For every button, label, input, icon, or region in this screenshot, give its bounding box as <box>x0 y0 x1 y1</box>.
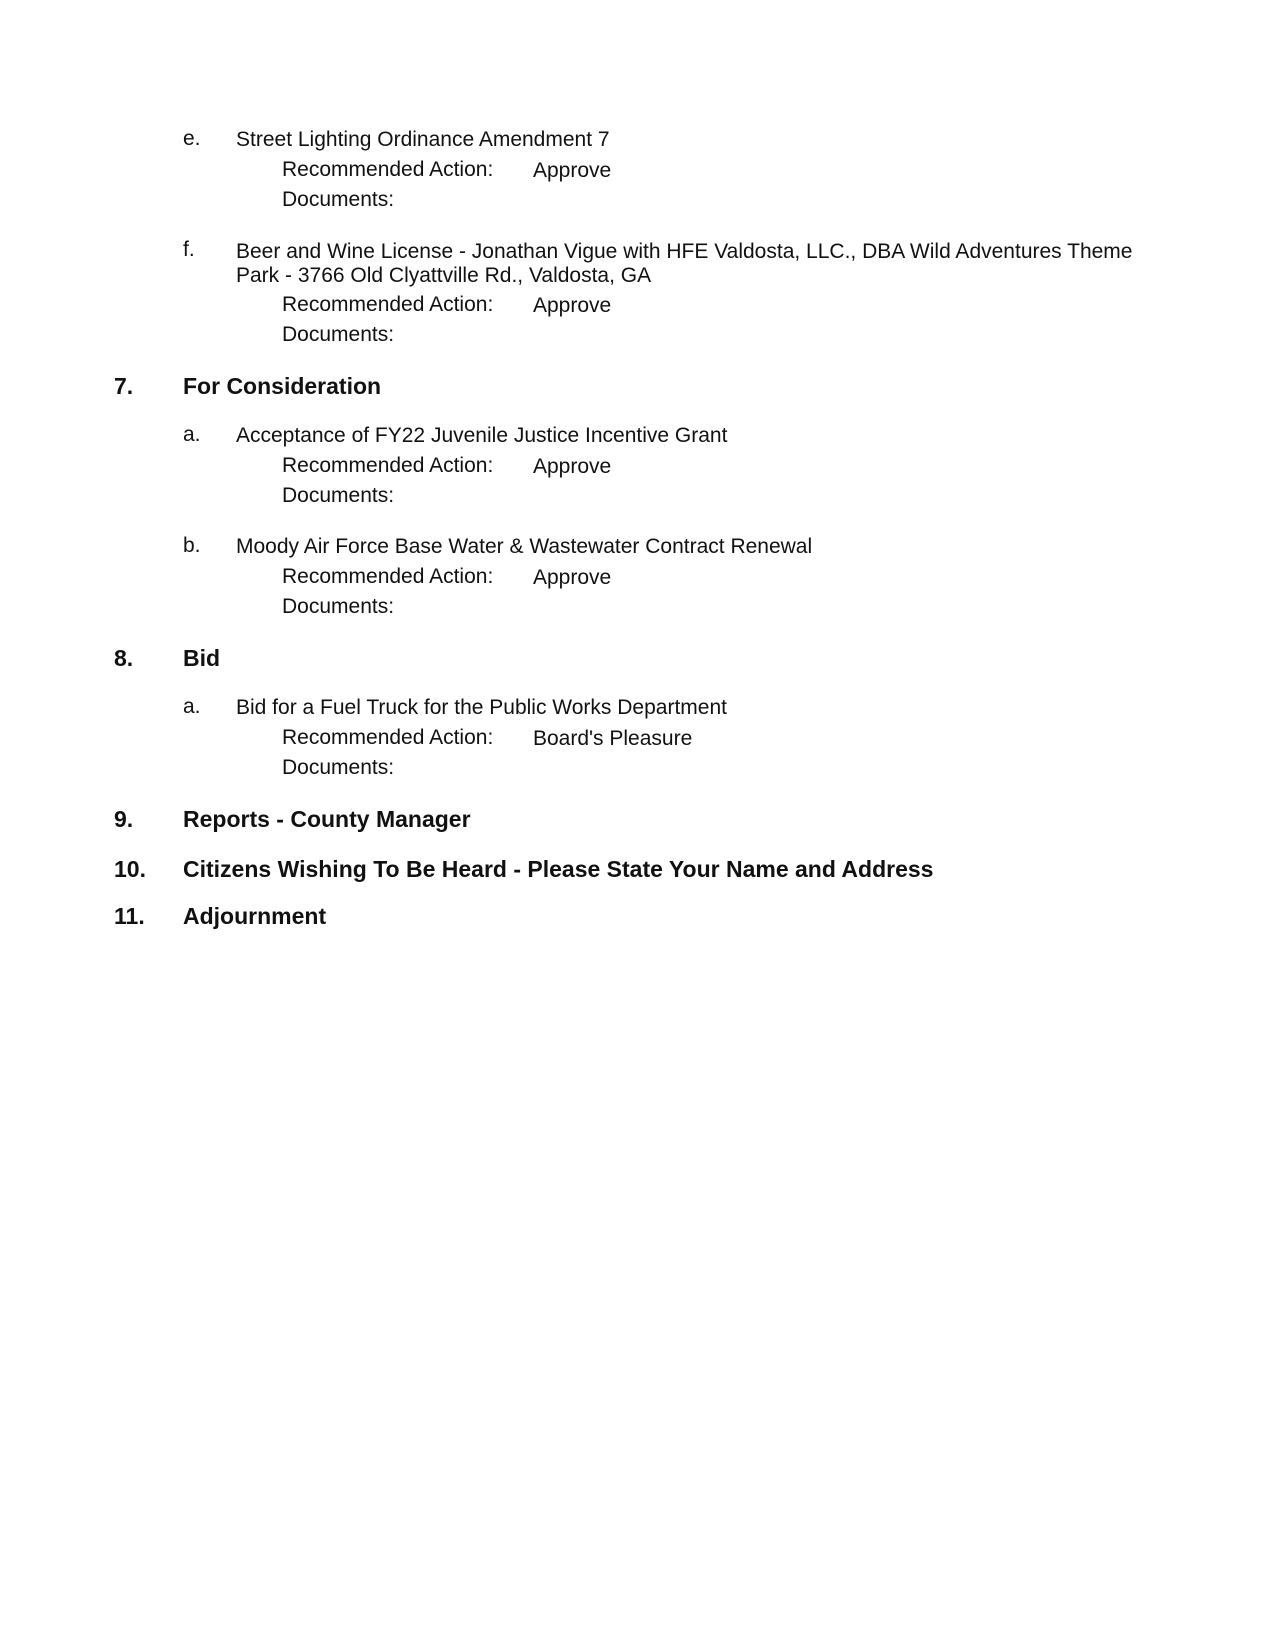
section-title: Bid <box>183 645 221 671</box>
documents-label: Documents: <box>282 188 395 211</box>
recommended-action-label: Recommended Action: <box>282 158 494 181</box>
recommended-action-label: Recommended Action: <box>282 454 494 477</box>
recommended-action-value: Approve <box>533 455 612 478</box>
item-letter: b. <box>183 534 201 557</box>
recommended-action-value: Approve <box>533 294 612 317</box>
documents-label: Documents: <box>282 756 395 779</box>
documents-label: Documents: <box>282 595 395 618</box>
item-title-line-1: Beer and Wine License - Jonathan Vigue with HFE Valdosta, LLC., DBA Wild Adventures Theme <box>236 240 1133 263</box>
item-title-line-2: Park - 3766 Old Clyattville Rd., Valdosta, GA <box>236 264 652 287</box>
section-number: 10. <box>114 856 146 882</box>
item-letter: a. <box>183 695 201 718</box>
item-letter: a. <box>183 423 201 446</box>
item-letter: f. <box>183 238 195 261</box>
item-title: Acceptance of FY22 Juvenile Justice Incentive Grant <box>236 424 728 447</box>
recommended-action-label: Recommended Action: <box>282 293 494 316</box>
documents-label: Documents: <box>282 484 395 507</box>
section-number: 8. <box>114 645 134 671</box>
item-title: Bid for a Fuel Truck for the Public Works Department <box>236 696 727 719</box>
recommended-action-value: Board's Pleasure <box>533 727 693 750</box>
item-title: Moody Air Force Base Water & Wastewater Contract Renewal <box>236 535 813 558</box>
recommended-action-label: Recommended Action: <box>282 726 494 749</box>
item-title: Street Lighting Ordinance Amendment 7 <box>236 128 610 151</box>
section-title: For Consideration <box>183 373 382 399</box>
section-title: Citizens Wishing To Be Heard - Please State Your Name and Address <box>183 856 934 882</box>
section-title: Adjournment <box>183 903 327 929</box>
recommended-action-label: Recommended Action: <box>282 565 494 588</box>
item-letter: e. <box>183 127 201 150</box>
section-number: 9. <box>114 806 134 832</box>
section-number: 11. <box>114 903 145 929</box>
section-number: 7. <box>114 373 134 399</box>
recommended-action-value: Approve <box>533 159 612 182</box>
recommended-action-value: Approve <box>533 566 612 589</box>
documents-label: Documents: <box>282 323 395 346</box>
section-title: Reports - County Manager <box>183 806 471 832</box>
